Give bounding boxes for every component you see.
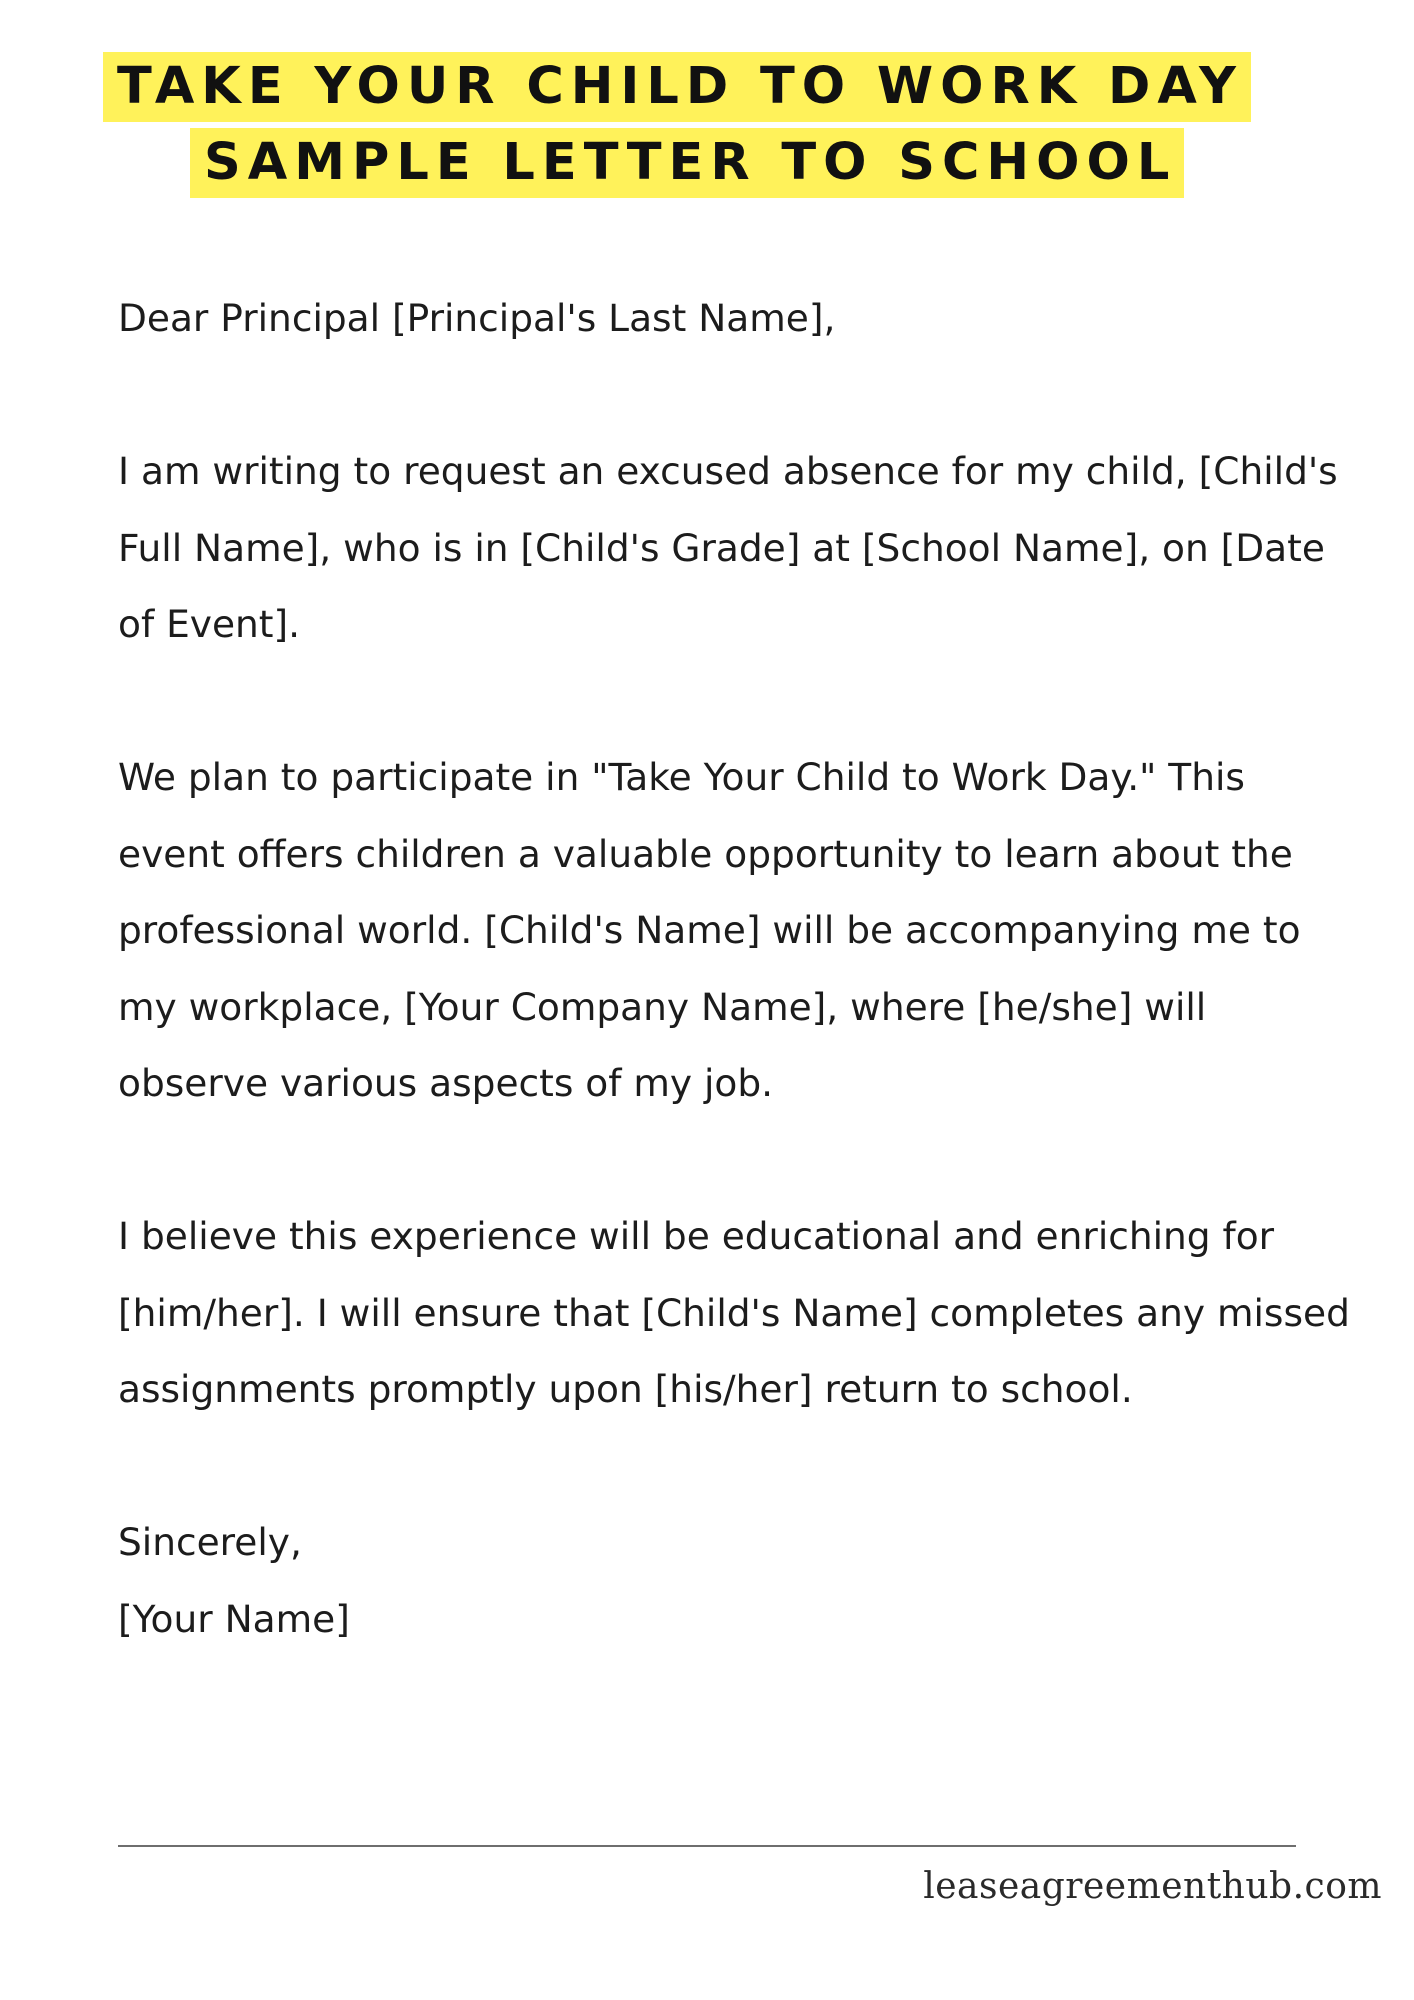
letter-body <box>118 280 1358 1657</box>
footer-divider <box>118 1845 1296 1847</box>
paragraph-event: We plan to participate in "Take Your Child to Work Day." This event offers children a valuable opportunity to learn about the professional world. [Child's Name] will be accompanying me to my workplace, [Your Company Name], where [he/she] will observe various aspects of my job. <box>118 755 1301 1105</box>
closing: Sincerely, <box>118 1520 302 1564</box>
salutation: Dear Principal [Principal's Last Name], <box>118 296 836 340</box>
signature-placeholder: [Your Name] <box>118 1596 350 1641</box>
title-line-2: SAMPLE LETTER TO SCHOOL <box>190 128 1184 198</box>
paragraph-request: I am writing to request an excused absence for my child, [Child's Full Name], who is in [Child's Grade] at [School Name], on [Date of Event]. <box>118 449 1338 646</box>
paragraph-assurance: I believe this experience will be educational and enriching for [him/her]. I will ensure that [Child's Name] completes any missed assignments promptly upon [his/her] return to school. <box>118 1214 1350 1411</box>
footer-brand: leaseagreementhub.com <box>923 1866 1382 1907</box>
title-line-1: TAKE YOUR CHILD TO WORK DAY <box>103 52 1251 122</box>
